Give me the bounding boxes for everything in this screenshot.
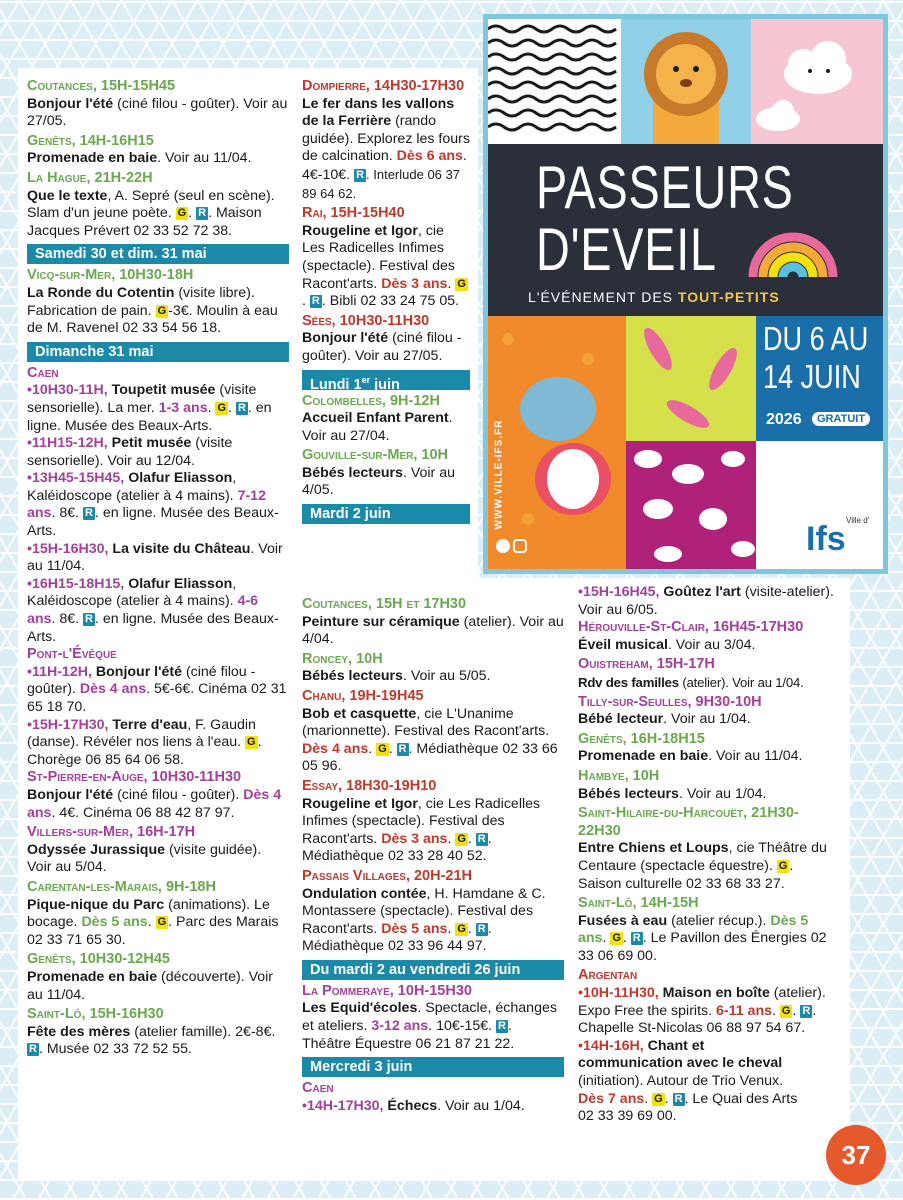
event-desc: (atelier). Voir au 4/04. xyxy=(302,613,564,648)
badge-r: R xyxy=(632,932,641,945)
badge-g: G xyxy=(612,932,621,945)
event-title: Promenade en baie xyxy=(27,968,158,985)
badge-r: R xyxy=(674,1092,683,1105)
event-time: •15H-17H30, xyxy=(27,716,113,733)
event-title: Bonjour l'été xyxy=(27,786,114,803)
event-desc: , cie Les Radicelles Infimes (spectacle). Festival des Racont'arts. xyxy=(302,222,455,292)
event-title: Rougeline et Igor xyxy=(302,795,418,812)
event-age: 3-12 ans xyxy=(371,1018,429,1035)
badge-g: G xyxy=(217,401,227,414)
event-title: Ondulation contée xyxy=(302,885,427,902)
event-desc-3: . Parc des Marais 02 33 71 65 30. xyxy=(27,914,279,948)
event-desc-3: . Chapelle St-Nicolas 06 88 97 54 67. xyxy=(578,1002,817,1037)
event-title: Rdv des familles xyxy=(578,674,679,690)
date-bar xyxy=(302,370,470,393)
event-hambye xyxy=(578,768,840,803)
event-chant-cheval: •14H-16H, Chant et communication avec le cheval (initiation). Autour de Trio Venux. Dès 7 ans. G . R . Le Quai des Arts 02 33 39 69 00. xyxy=(578,1037,798,1125)
event-desc-2: . xyxy=(602,930,611,947)
event-title: Goûtez l'art xyxy=(663,584,741,600)
badge-g: G xyxy=(247,736,256,749)
event-desc: (rando guidée). Explorez les fours de calcination. xyxy=(302,113,470,165)
event-time: •10H-11H30, xyxy=(578,985,663,1002)
date-bar-sup: er xyxy=(361,374,371,385)
event-roncey xyxy=(302,651,564,686)
date-bar-text: Lundi 1 xyxy=(310,376,362,393)
event-title: Peinture sur céramique xyxy=(302,613,460,630)
date-bar-end: juin xyxy=(370,376,400,393)
event-title: Échecs xyxy=(387,1097,438,1114)
event-age: Dès 5 ans xyxy=(578,912,809,947)
event-age: Dès 4 ans xyxy=(302,740,369,757)
event-desc-2: . xyxy=(772,1002,780,1019)
event-desc-2: . 8€. xyxy=(51,505,84,522)
column-2-lower xyxy=(302,596,564,1115)
event-title: Promenade en baie xyxy=(27,150,158,167)
event-time: •11H-12H, xyxy=(27,663,96,680)
event-desc-3: . Théâtre Équestre 06 21 87 21 22. xyxy=(302,1018,515,1052)
event-desc-3: . Médiathèque 02 33 66 05 96. xyxy=(302,740,558,775)
event-ouistreham xyxy=(578,656,840,691)
ad-title-line1: PASSEURS xyxy=(536,154,794,221)
event-text xyxy=(578,840,840,893)
event-essay xyxy=(302,778,564,866)
event-age: Dès 3 ans xyxy=(381,275,448,292)
badge-r: R xyxy=(398,742,407,755)
event-terre-deau xyxy=(27,717,289,770)
event-age: Dès 3 ans xyxy=(381,830,448,847)
event-age: 7-12 ans xyxy=(27,487,266,522)
event-text xyxy=(578,711,840,729)
event-desc: (visite guidée). Voir au 5/04. xyxy=(27,841,262,876)
event-carentan xyxy=(27,879,289,949)
event-desc-3: . Le Quai des Arts 02 33 39 69 00. xyxy=(578,1090,798,1125)
event-la-hague xyxy=(27,170,289,240)
date-bar: Samedi 30 et dim. 31 mai xyxy=(27,244,289,264)
instagram-icon xyxy=(513,539,527,553)
event-time: •10H30-11H, xyxy=(27,382,112,399)
event-time: •16H15-18H15, xyxy=(27,575,129,592)
event-desc: . Spectacle, échanges et ateliers. xyxy=(302,1000,557,1035)
event-place: Chanu, 19H-19H45 xyxy=(302,687,424,704)
event-genets-3 xyxy=(578,731,840,766)
event-text xyxy=(302,96,470,204)
badge-r: R xyxy=(477,922,486,935)
event-time: •13H45-15H45, xyxy=(27,470,129,487)
event-time: •14H-17H30, xyxy=(302,1097,388,1114)
badge-r: R xyxy=(29,1043,37,1056)
city-heading: Argentan xyxy=(578,967,638,984)
event-desc-3: . Médiathèque 02 33 28 40 52. xyxy=(302,830,492,865)
event-desc-3: . Médiathèque 02 33 96 44 97. xyxy=(302,920,492,955)
event-place: Genêts, 16H-18H15 xyxy=(578,730,705,747)
event-coutances-2 xyxy=(302,596,564,649)
column-1 xyxy=(27,78,289,1061)
ad-subtitle xyxy=(528,289,780,305)
event-place: Genêts, 14H-16H15 xyxy=(27,132,154,149)
event-age: 4-6 ans xyxy=(27,593,259,628)
event-title: Entre Chiens et Loups xyxy=(578,840,729,857)
event-place: La Hague, 21H-22H xyxy=(27,169,153,186)
event-place: Essay, 18H30-19H10 xyxy=(302,777,437,794)
badge-r: R xyxy=(498,1020,506,1033)
city-heading: Caen xyxy=(27,364,59,381)
event-saint-hilaire xyxy=(578,805,840,893)
event-text xyxy=(578,674,840,692)
page-number: 37 xyxy=(826,1125,886,1185)
ad-subtitle-text: L'ÉVÉNEMENT DES xyxy=(528,289,678,305)
ad-dates-line1: DU 6 AU xyxy=(763,320,869,357)
event-desc: . Voir au 4/05. xyxy=(302,464,456,499)
event-age: Dès 4 ans xyxy=(27,786,282,821)
event-saint-lo xyxy=(27,1006,289,1059)
event-desc-2: . xyxy=(447,920,456,937)
event-desc-2: . xyxy=(447,275,456,292)
event-place: Sées, 10H30-11H30 xyxy=(302,312,430,329)
ad-logo-small: Ville d' xyxy=(846,516,870,525)
event-time: •15H-16H30, xyxy=(27,540,113,557)
event-desc-2: . xyxy=(447,830,456,847)
badge-g: G xyxy=(781,1004,791,1017)
event-age: Dès 4 ans xyxy=(79,681,147,698)
event-desc: (ciné filou - goûter). Voir au 27/05. xyxy=(302,330,462,364)
event-desc-2: . 8€. xyxy=(51,611,84,628)
event-desc-2: Maison Jacques Prévert 02 33 52 72 38. xyxy=(27,205,262,239)
event-desc: . Voir au 11/04. xyxy=(157,150,252,167)
event-place: Hérouville-St-Clair, 16H45-17H30 xyxy=(578,619,804,636)
event-place: Coutances, 15H et 17H30 xyxy=(302,596,467,612)
event-text xyxy=(302,330,470,365)
event-vicq xyxy=(27,267,289,337)
event-st-pierre xyxy=(27,769,289,822)
event-place: Colombelles, 9H-12H xyxy=(302,392,440,409)
event-text: Ondulation contée, H. Hamdane & C. Montassere (spectacle). Festival des Racont'arts. Dès 5 ans. G . R . Médiathèque 02 33 96 44 97. xyxy=(302,885,546,955)
event-gouville xyxy=(302,447,470,500)
event-desc: . Voir au 27/04. xyxy=(302,410,453,444)
event-title: Pique-nique du Parc xyxy=(27,896,165,913)
event-goutez-lart xyxy=(578,584,840,619)
event-desc-3: . Le Pavillon des Énergies 02 33 06 69 00. xyxy=(578,930,827,964)
city-heading: Pont-l'Évêque xyxy=(27,646,117,663)
event-desc: (ciné filou - goûter). Voir au 27/05. xyxy=(27,95,288,130)
event-desc: , cie Les Radicelles Infimes (spectacle). Festival des Racont'arts. xyxy=(302,795,541,847)
event-desc: (découverte). Voir au 11/04. xyxy=(27,968,274,1003)
event-title: Fête des mères xyxy=(27,1023,131,1040)
event-text: Que le texte, A. Sepré (seul en scène). Slam d'un jeune poète. G . R . Maison Jacques Prévert 02 33 52 72 38. xyxy=(27,187,275,239)
event-desc: (atelier récup.). xyxy=(667,912,771,929)
event-title: Les Equid'écoles xyxy=(302,1000,418,1017)
date-bar: Du mardi 2 au vendredi 26 juin xyxy=(302,960,564,980)
event-desc-2: . 4€-10€. xyxy=(302,148,467,183)
event-desc: . Voir au 1/04. xyxy=(437,1097,525,1114)
badge-g: G xyxy=(457,832,466,845)
event-desc: , Kaléidoscope (atelier à 4 mains). xyxy=(27,470,238,504)
event-text xyxy=(302,668,564,686)
badge-r: R xyxy=(477,832,486,845)
event-title: Éveil musical xyxy=(578,636,668,653)
event-place: Hambye, 10H xyxy=(578,767,660,784)
event-olafur-2: •16H15-18H15, Olafur Eliasson, Kaléidoscope (atelier à 4 mains). 4-6 ans. 8€. R . en ligne. Musée des Beaux-Arts. xyxy=(27,575,279,645)
event-place: Saint-Lô, 14H-15H xyxy=(578,895,699,912)
event-text: Rougeline et Igor, cie Les Radicelles Infimes (spectacle). Festival des Racont'arts. Dès 3 ans. G . R . Médiathèque 02 33 28 40 52. xyxy=(302,795,541,865)
event-colombelles xyxy=(302,393,470,446)
ad-subtitle-bold: TOUT-PETITS xyxy=(677,289,780,305)
event-desc: . Voir au 1/04. xyxy=(663,711,751,728)
event-desc: , cie L'Unanime (marionnette). Festival des Racont'arts. xyxy=(302,705,550,740)
rhino-icon xyxy=(520,377,596,441)
event-title: Chant et communication avec le cheval xyxy=(578,1037,783,1072)
event-title: La Ronde du Cotentin xyxy=(27,284,175,301)
event-text xyxy=(578,637,840,655)
event-text xyxy=(27,96,289,131)
event-time: •11H15-12H, xyxy=(27,435,112,452)
event-text xyxy=(27,150,289,168)
event-text xyxy=(27,842,289,877)
date-bar: Mardi 2 juin xyxy=(302,504,470,524)
event-title: Rougeline et Igor xyxy=(302,222,418,239)
event-desc-2: . xyxy=(368,740,377,757)
event-desc-3: . Interlude 06 37 89 64 62. xyxy=(302,166,460,201)
column-2 xyxy=(302,78,470,527)
event-title: Terre d'eau xyxy=(112,716,188,733)
event-rai xyxy=(302,205,470,311)
event-desc: . Voir au 1/04. xyxy=(678,785,767,802)
event-desc: . Voir au 11/04. xyxy=(27,540,283,575)
event-desc: . Voir au 5/05. xyxy=(402,668,491,685)
event-text xyxy=(302,410,470,445)
event-title: Bébé lecteur xyxy=(578,711,664,728)
badge-g: G xyxy=(654,1092,663,1105)
event-desc: (initiation). Autour de Trio Venux. xyxy=(578,1073,784,1090)
badge-g: G xyxy=(378,742,387,755)
event-desc: (atelier). Voir au 1/04. xyxy=(678,674,804,690)
ad-dates-line2: 14 JUIN xyxy=(763,358,861,395)
event-title: La visite du Château xyxy=(112,540,251,557)
event-title: Bonjour l'été xyxy=(27,95,114,112)
event-desc: (visite sensorielle). La mer. xyxy=(27,382,257,416)
event-place: Tilly-sur-Seulles, 9H30-10H xyxy=(578,693,762,710)
passeurs-deveil-ad xyxy=(483,14,888,574)
column-3 xyxy=(578,584,840,1126)
event-title: Maison en boîte xyxy=(662,985,770,1002)
event-place: Genêts, 10H30-12H45 xyxy=(27,951,170,968)
event-place: Vicq-sur-Mer, 10H30-18H xyxy=(27,267,194,284)
event-title: Bébés lecteurs xyxy=(302,668,403,685)
event-text: Fusées à eau (atelier récup.). Dès 5 ans. G . R . Le Pavillon des Énergies 02 33 06 69 00. xyxy=(578,912,827,964)
event-petit-musee xyxy=(27,435,289,470)
event-desc-2: -3€. Moulin à eau de M. Ravenel 02 33 54 56 18. xyxy=(27,302,278,337)
badge-g: G xyxy=(157,304,167,317)
event-coutances xyxy=(27,78,289,131)
event-tilly xyxy=(578,694,840,729)
event-text xyxy=(578,786,840,804)
event-desc-2: . Musée 02 33 72 52 55. xyxy=(38,1041,192,1058)
event-desc: (visite libre). Fabrication de pain. xyxy=(27,284,255,319)
event-pommeraye xyxy=(302,983,564,1053)
event-title: Bonjour l'été xyxy=(95,663,182,680)
ad-gratuit-badge: GRATUIT xyxy=(812,412,870,426)
event-chanu xyxy=(302,688,564,776)
event-text xyxy=(302,614,564,649)
event-desc-2: . xyxy=(644,1090,653,1107)
event-desc-2: . 4€. Cinéma 06 88 42 87 97. xyxy=(51,804,235,821)
event-title: Que le texte xyxy=(27,187,108,204)
event-desc: , H. Hamdane & C. Montassere (spectacle). Festival des Racont'arts. xyxy=(302,885,546,937)
date-bar: Mercredi 3 juin xyxy=(302,1057,564,1077)
badge-g: G xyxy=(778,859,788,872)
badge-r: R xyxy=(802,1004,811,1017)
event-place: Ouistreham, 15H-17H xyxy=(578,656,715,673)
event-olafur-1: •13H45-15H45, Olafur Eliasson, Kaléidoscope (atelier à 4 mains). 7-12 ans. 8€. R . en ligne. Musée des Beaux-Arts. xyxy=(27,470,279,540)
badge-r: R xyxy=(311,295,320,308)
event-text xyxy=(27,1024,289,1059)
event-herouville xyxy=(578,619,840,654)
event-title: Petit musée xyxy=(111,435,192,452)
event-genets-2 xyxy=(27,951,289,1004)
ad-year: 2026 xyxy=(766,411,802,428)
event-title: Fusées à eau xyxy=(578,912,668,929)
event-desc-3: en ligne. Musée des Beaux-Arts. xyxy=(27,611,279,645)
event-desc-2: . 10€-15€. xyxy=(428,1018,497,1035)
event-desc: (visite-atelier). Voir au 6/05. xyxy=(578,584,834,618)
event-genets xyxy=(27,133,289,168)
event-title: Olafur Eliasson xyxy=(128,575,233,592)
event-desc: (ciné filou - goûter). xyxy=(27,663,256,698)
event-desc: . Voir au 11/04. xyxy=(708,748,803,765)
event-place: Coutances, 15H-15H45 xyxy=(27,78,176,94)
event-desc: (animations). Le bocage. xyxy=(27,896,270,931)
event-age: 1-3 ans xyxy=(158,399,208,416)
event-title: Toupetit musée xyxy=(111,382,216,399)
event-desc-3: . Bibli 02 33 24 75 05. xyxy=(321,293,460,310)
event-desc: (ciné filou - goûter). xyxy=(113,786,244,803)
event-desc: , F. Gaudin (danse). Révéler nos liens à l'eau. xyxy=(27,716,256,751)
ad-logo: Ifs xyxy=(806,520,846,558)
date-bar: Dimanche 31 mai xyxy=(27,342,289,362)
event-place: Saint-Lô, 15H-16H30 xyxy=(27,1006,164,1023)
event-saint-lo-2 xyxy=(578,895,840,965)
event-place: Rai, 15H-15H40 xyxy=(302,205,405,222)
badge-g: G xyxy=(457,277,466,290)
event-desc: , cie Théâtre du Centaure (spectacle équestre). xyxy=(578,840,827,874)
event-place: Saint-Hilaire-du-Harcouët, 21H30-22H30 xyxy=(578,805,799,839)
event-dompierre xyxy=(302,78,470,203)
badge-r: R xyxy=(85,507,93,520)
event-place: Passais Villages, 20H-21H xyxy=(302,867,473,884)
badge-g: G xyxy=(157,916,167,929)
event-place: Carentan-les-Marais, 9H-18H xyxy=(27,878,216,895)
event-place: Dompierre, 14H30-17H30 xyxy=(302,78,465,94)
event-text: Rougeline et Igor, cie Les Radicelles Infimes (spectacle). Festival des Racont'arts. Dès 3 ans. G. R . Bibli 02 33 24 75 05. xyxy=(302,222,466,310)
event-title: Bébés lecteurs xyxy=(578,785,679,802)
city-heading: Caen xyxy=(302,1080,334,1097)
event-desc-2: en ligne. Musée des Beaux-Arts. xyxy=(27,399,272,434)
event-place: Gouville-sur-Mer, 10H xyxy=(302,447,449,464)
event-title: Le fer dans les vallons de la Ferrière xyxy=(302,95,455,130)
event-age: Dès 7 ans xyxy=(578,1090,645,1107)
event-age: Dès 6 ans xyxy=(396,148,463,165)
event-echecs xyxy=(302,1098,564,1116)
event-desc: , Kaléidoscope (atelier à 4 mains). xyxy=(27,575,238,610)
badge-r: R xyxy=(85,613,93,626)
badge-r: R xyxy=(237,401,246,414)
badge-g: G xyxy=(177,207,187,220)
event-title: Bébés lecteurs xyxy=(302,464,403,481)
event-text xyxy=(578,748,840,766)
event-title: Odyssée Jurassique xyxy=(27,841,166,858)
event-text xyxy=(27,897,289,950)
event-villers xyxy=(27,824,289,877)
event-desc-2: . 5€-6€. Cinéma 02 31 65 18 70. xyxy=(27,681,287,715)
event-place: St-Pierre-en-Auge, 10H30-11H30 xyxy=(27,769,242,786)
event-age: 6-11 ans xyxy=(716,1002,773,1019)
event-title: Bob et casquette xyxy=(302,705,417,722)
event-desc-2: . Saison culturelle 02 33 68 33 27. xyxy=(578,857,794,892)
event-age: Dès 5 ans xyxy=(81,914,148,931)
badge-r: R xyxy=(198,207,207,220)
event-time: •14H-16H, xyxy=(578,1037,648,1054)
event-text xyxy=(302,1000,564,1053)
event-text xyxy=(27,285,289,338)
badge-g: G xyxy=(457,922,466,935)
event-maison-en-boite: •10H-11H30, Maison en boîte (atelier). Expo Free the spirits. 6-11 ans. G . R . Chapelle St-Nicolas 06 88 97 54 67. xyxy=(578,985,826,1037)
event-text xyxy=(27,969,289,1004)
event-place: Villers-sur-Mer, 16H-17H xyxy=(27,824,196,841)
event-place: Roncey, 10H xyxy=(302,650,383,667)
event-toupetit: •10H30-11H, Toupetit musée (visite sensorielle). La mer. 1-3 ans. G . R . en ligne. Musée des Beaux-Arts. xyxy=(27,382,272,434)
ad-title-line2: D'EVEIL xyxy=(536,216,717,283)
event-place: La Pommeraye, 10H-15H30 xyxy=(302,982,472,999)
ad-social-icons xyxy=(496,539,527,556)
event-desc: , A. Sepré (seul en scène). Slam d'un jeune poète. xyxy=(27,187,275,222)
event-title: Promenade en baie xyxy=(578,748,709,765)
event-time: •15H-16H45, xyxy=(578,584,664,600)
event-text xyxy=(27,787,289,822)
badge-r: R xyxy=(356,168,365,181)
event-chateau xyxy=(27,541,289,576)
event-desc-2: . Chorège 06 85 64 06 58. xyxy=(27,734,262,768)
event-desc-2: . xyxy=(147,914,156,931)
ad-website: WWW.VILLE-IFS.FR xyxy=(493,419,505,530)
event-text xyxy=(302,465,470,500)
event-desc: (visite sensorielle). Voir au 12/04. xyxy=(27,435,233,469)
event-title: Olafur Eliasson xyxy=(128,470,233,487)
event-text: Bob et casquette, cie L'Unanime (marionnette). Festival des Racont'arts. Dès 4 ans. G . R . Médiathèque 02 33 66 05 96. xyxy=(302,705,558,775)
event-passais xyxy=(302,868,564,956)
event-title: Accueil Enfant Parent xyxy=(302,410,449,427)
event-desc-3: en ligne. Musée des Beaux-Arts. xyxy=(27,505,279,540)
event-sees xyxy=(302,313,470,366)
facebook-icon xyxy=(496,539,510,553)
event-desc: . Voir au 3/04. xyxy=(667,636,756,653)
event-bonjour-pont xyxy=(27,664,289,717)
event-desc: (atelier). Expo Free the spirits. xyxy=(578,985,826,1019)
event-title: Bonjour l'été xyxy=(302,330,389,347)
event-age: Dès 5 ans xyxy=(381,920,448,937)
event-desc: (atelier famille). 2€-8€. xyxy=(130,1023,276,1040)
